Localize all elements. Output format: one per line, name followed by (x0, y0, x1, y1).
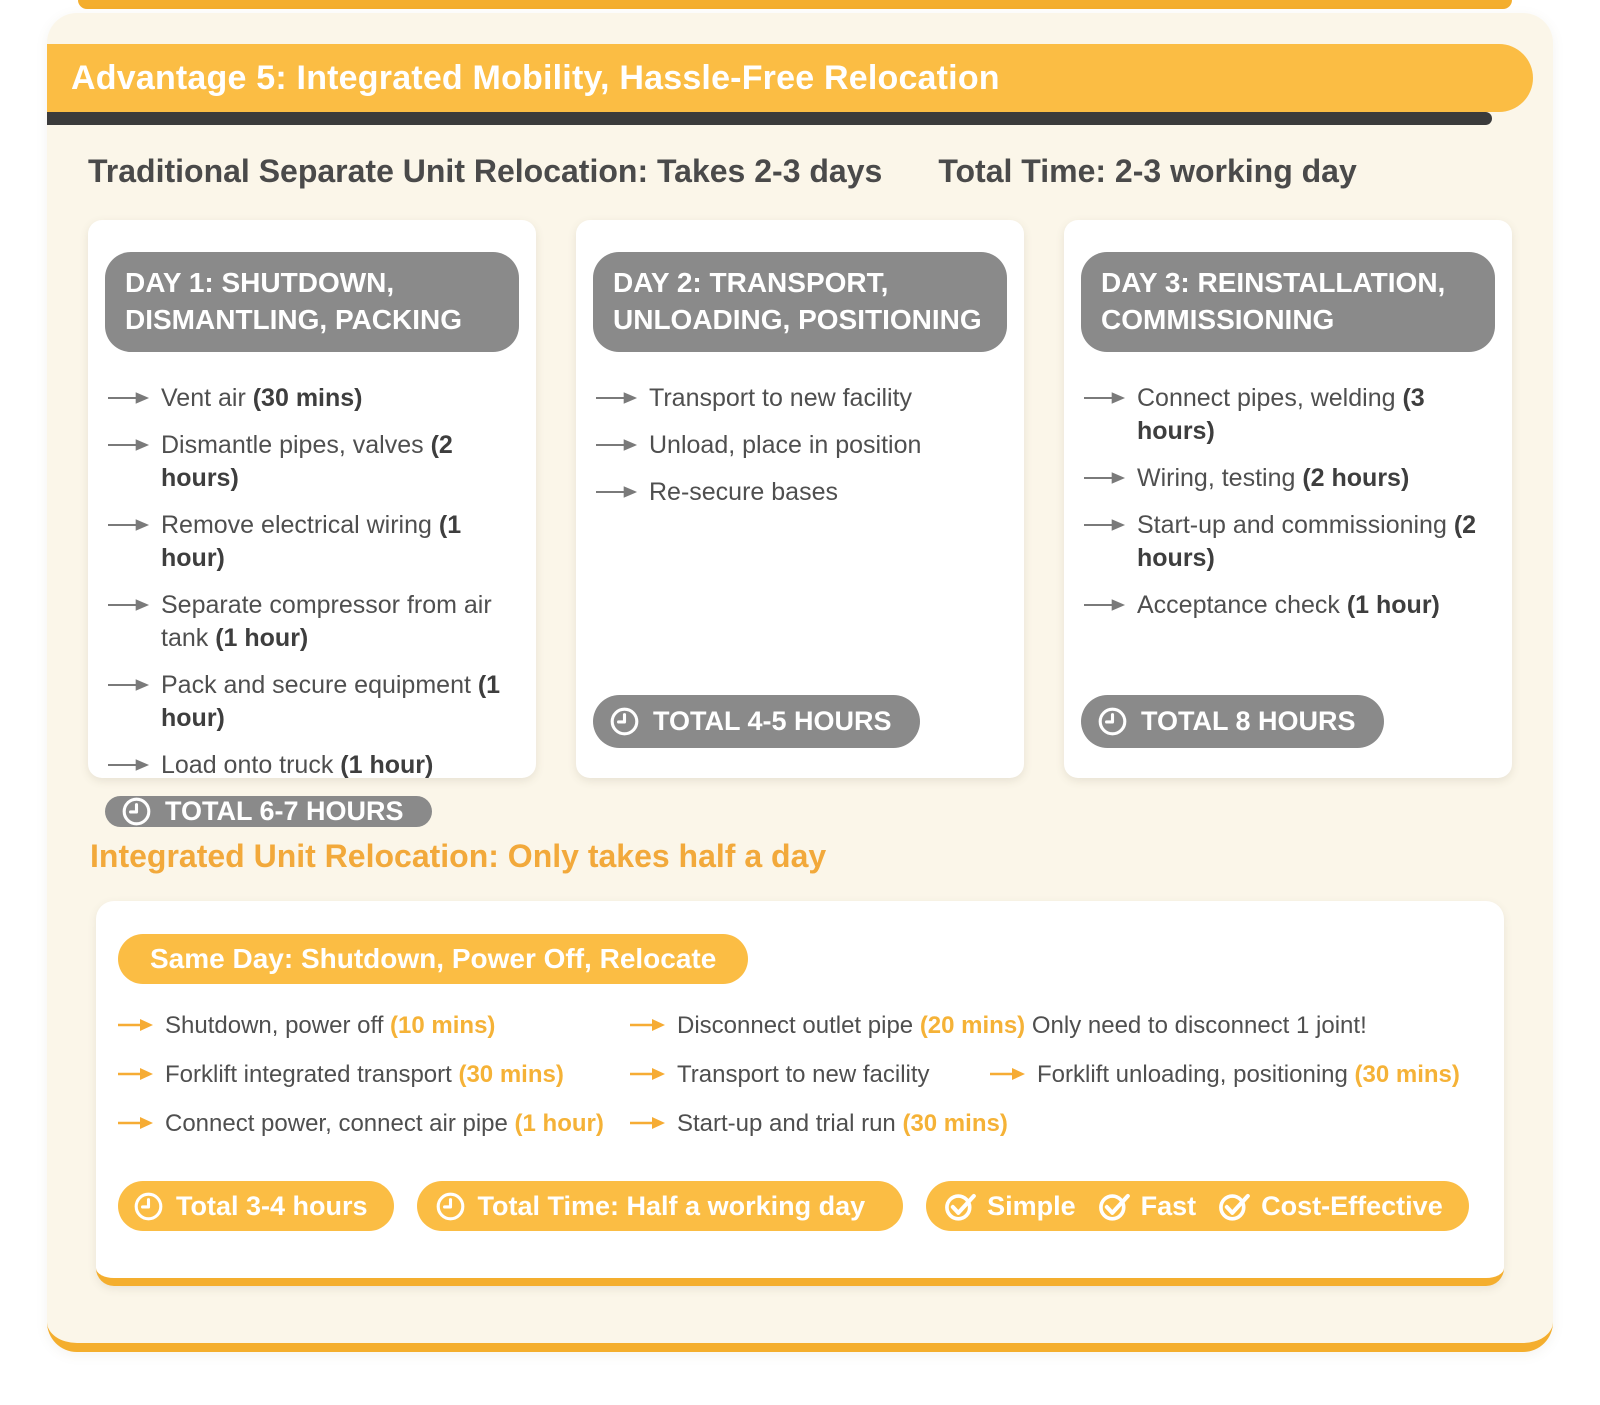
arrow-right-icon (596, 485, 638, 499)
clock-icon (435, 1191, 466, 1222)
step-time: (30 mins) (1354, 1060, 1460, 1088)
task-label (1137, 462, 1409, 495)
task-item (1084, 509, 1495, 575)
quality-item (944, 1191, 1076, 1222)
task-label (161, 429, 519, 495)
total-time-label: Total Time: Half a working day (477, 1190, 866, 1221)
total-hours-badge (118, 1181, 394, 1231)
traditional-section-title (88, 153, 1553, 190)
arrow-right-icon (108, 598, 150, 612)
arrow-right-icon (1084, 598, 1126, 612)
arrow-right-icon (630, 1067, 666, 1081)
total-hours-label: Total 3-4 hours (176, 1190, 368, 1221)
qualities-badge (926, 1181, 1469, 1231)
step-text: Forklift integrated transport (165, 1060, 459, 1088)
task-text: Dismantle pipes, valves (161, 430, 431, 459)
step-text: Forklift unloading, positioning (1037, 1060, 1355, 1088)
task-item (108, 509, 519, 575)
integrated-card (96, 901, 1504, 1286)
task-label (161, 589, 519, 655)
task-item (596, 476, 1007, 509)
integrated-step (630, 1010, 1482, 1041)
clock-icon (609, 706, 640, 737)
arrow-right-icon (108, 678, 150, 692)
check-circle-icon (1218, 1191, 1253, 1222)
task-text: Acceptance check (1137, 590, 1347, 619)
slide-container (47, 13, 1553, 1352)
arrow-right-icon (118, 1067, 154, 1081)
check-circle-icon (944, 1191, 979, 1222)
top-accent-strip (78, 0, 1512, 9)
clock-icon (133, 1191, 164, 1222)
step-text: Connect power, connect air pipe (165, 1109, 515, 1137)
day2-task-list (593, 382, 1007, 523)
arrow-right-icon (118, 1116, 154, 1130)
quality-label: Cost-Effective (1261, 1190, 1443, 1221)
header-bar (47, 44, 1533, 112)
task-time: (3 hours) (1137, 383, 1425, 445)
task-label (649, 429, 921, 462)
task-text: Vent air (161, 383, 253, 412)
step-label (165, 1059, 564, 1090)
step-label (165, 1108, 604, 1139)
task-text: Connect pipes, welding (1137, 383, 1403, 412)
step-note: Only need to disconnect 1 joint! (1025, 1011, 1367, 1039)
task-text: Transport to new facility (649, 383, 913, 412)
arrow-right-icon (596, 438, 638, 452)
integrated-step (118, 1108, 630, 1139)
integrated-footer (118, 1181, 1482, 1231)
step-time: (30 mins) (458, 1060, 564, 1088)
total-time-badge (417, 1181, 904, 1231)
quality-label: Fast (1140, 1190, 1197, 1221)
task-text: Wiring, testing (1137, 463, 1303, 492)
task-item (596, 382, 1007, 415)
task-item (1084, 462, 1495, 495)
traditional-title-right: Total Time: 2-3 working day (938, 153, 1357, 189)
arrow-right-icon (118, 1018, 154, 1032)
day3-task-list (1081, 382, 1495, 636)
task-time: (2 hours) (1302, 463, 1410, 492)
task-time: (2 hours) (161, 430, 453, 492)
step-label (1037, 1059, 1460, 1090)
task-item (596, 429, 1007, 462)
step-time: (10 mins) (390, 1011, 496, 1039)
integrated-step (118, 1010, 630, 1041)
task-item (108, 589, 519, 655)
task-text: Unload, place in position (649, 430, 922, 459)
task-text: Separate compressor from air tank (161, 590, 492, 652)
integrated-step (630, 1108, 1482, 1139)
task-label (161, 382, 363, 415)
arrow-right-icon (108, 391, 150, 405)
integrated-step (990, 1059, 1482, 1090)
quality-item (1218, 1191, 1443, 1222)
quality-item (1098, 1191, 1197, 1222)
day2-total-badge (593, 695, 920, 748)
task-item (108, 429, 519, 495)
arrow-right-icon (990, 1067, 1026, 1081)
day3-total-badge (1081, 695, 1384, 748)
task-item (1084, 382, 1495, 448)
step-time: (20 mins) (919, 1011, 1026, 1039)
task-text: Re-secure bases (649, 477, 838, 506)
day1-total-label: TOTAL 6-7 HOURS (165, 795, 404, 826)
step-time: (30 mins) (902, 1109, 1008, 1137)
page-title: Advantage 5: Integrated Mobility, Hassle-Free Relocation (71, 58, 1000, 97)
arrow-right-icon (630, 1116, 666, 1130)
day1-task-list (105, 382, 519, 796)
step-label (677, 1059, 930, 1090)
task-label (161, 749, 433, 782)
day1-total-badge (105, 796, 432, 827)
traditional-title-left: Traditional Separate Unit Relocation: Takes 2-3 days (88, 153, 883, 189)
quality-label: Simple (987, 1190, 1076, 1221)
task-time: (1 hour) (215, 623, 309, 652)
day2-total-label: TOTAL 4-5 HOURS (653, 705, 892, 736)
task-time: (1 hour) (161, 510, 462, 572)
task-label (1137, 589, 1440, 622)
arrow-right-icon (630, 1018, 666, 1032)
traditional-cards-row (88, 220, 1512, 826)
arrow-right-icon (1084, 391, 1126, 405)
step-text: Start-up and trial run (677, 1109, 903, 1137)
task-text: Pack and secure equipment (161, 670, 478, 699)
day1-card (88, 220, 536, 826)
day2-card-header: DAY 2: TRANSPORT, UNLOADING, POSITIONING (593, 252, 1007, 352)
clock-icon (121, 796, 152, 827)
arrow-right-icon (108, 438, 150, 452)
task-time: (30 mins) (252, 383, 363, 412)
task-text: Remove electrical wiring (161, 510, 439, 539)
task-label (161, 669, 519, 735)
step-text: Transport to new facility (677, 1060, 930, 1088)
same-day-banner: Same Day: Shutdown, Power Off, Relocate (118, 934, 748, 984)
arrow-right-icon (108, 758, 150, 772)
task-text: Start-up and commissioning (1137, 510, 1454, 539)
step-label (677, 1108, 1008, 1139)
task-label (1137, 509, 1495, 575)
arrow-right-icon (108, 518, 150, 532)
task-label (649, 476, 838, 509)
day2-card (576, 220, 1024, 778)
task-text: Load onto truck (161, 750, 341, 779)
arrow-right-icon (1084, 518, 1126, 532)
step-text: Disconnect outlet pipe (677, 1011, 920, 1039)
arrow-right-icon (1084, 471, 1126, 485)
step-label (677, 1010, 1367, 1041)
day1-card-header: DAY 1: SHUTDOWN, DISMANTLING, PACKING (105, 252, 519, 352)
task-time: (1 hour) (161, 670, 501, 732)
integrated-section-title: Integrated Unit Relocation: Only takes half a day (90, 837, 827, 874)
integrated-steps-grid (118, 1010, 1482, 1140)
task-label (649, 382, 912, 415)
day3-total-label: TOTAL 8 HOURS (1141, 705, 1356, 736)
step-text: Shutdown, power off (165, 1011, 391, 1039)
task-item (108, 749, 519, 782)
step-time: (1 hour) (514, 1109, 604, 1137)
task-time: (1 hour) (1346, 590, 1440, 619)
task-item (108, 669, 519, 735)
integrated-step (630, 1059, 990, 1090)
header-underline (47, 112, 1492, 125)
step-label (165, 1010, 495, 1041)
task-item (1084, 589, 1495, 622)
task-item (108, 382, 519, 415)
integrated-step (118, 1059, 630, 1090)
arrow-right-icon (596, 391, 638, 405)
day3-card-header: DAY 3: REINSTALLATION, COMMISSIONING (1081, 252, 1495, 352)
task-time: (2 hours) (1137, 510, 1477, 572)
task-label (1137, 382, 1495, 448)
clock-icon (1097, 706, 1128, 737)
check-circle-icon (1098, 1191, 1133, 1222)
task-label (161, 509, 519, 575)
day3-card (1064, 220, 1512, 778)
task-time: (1 hour) (340, 750, 434, 779)
